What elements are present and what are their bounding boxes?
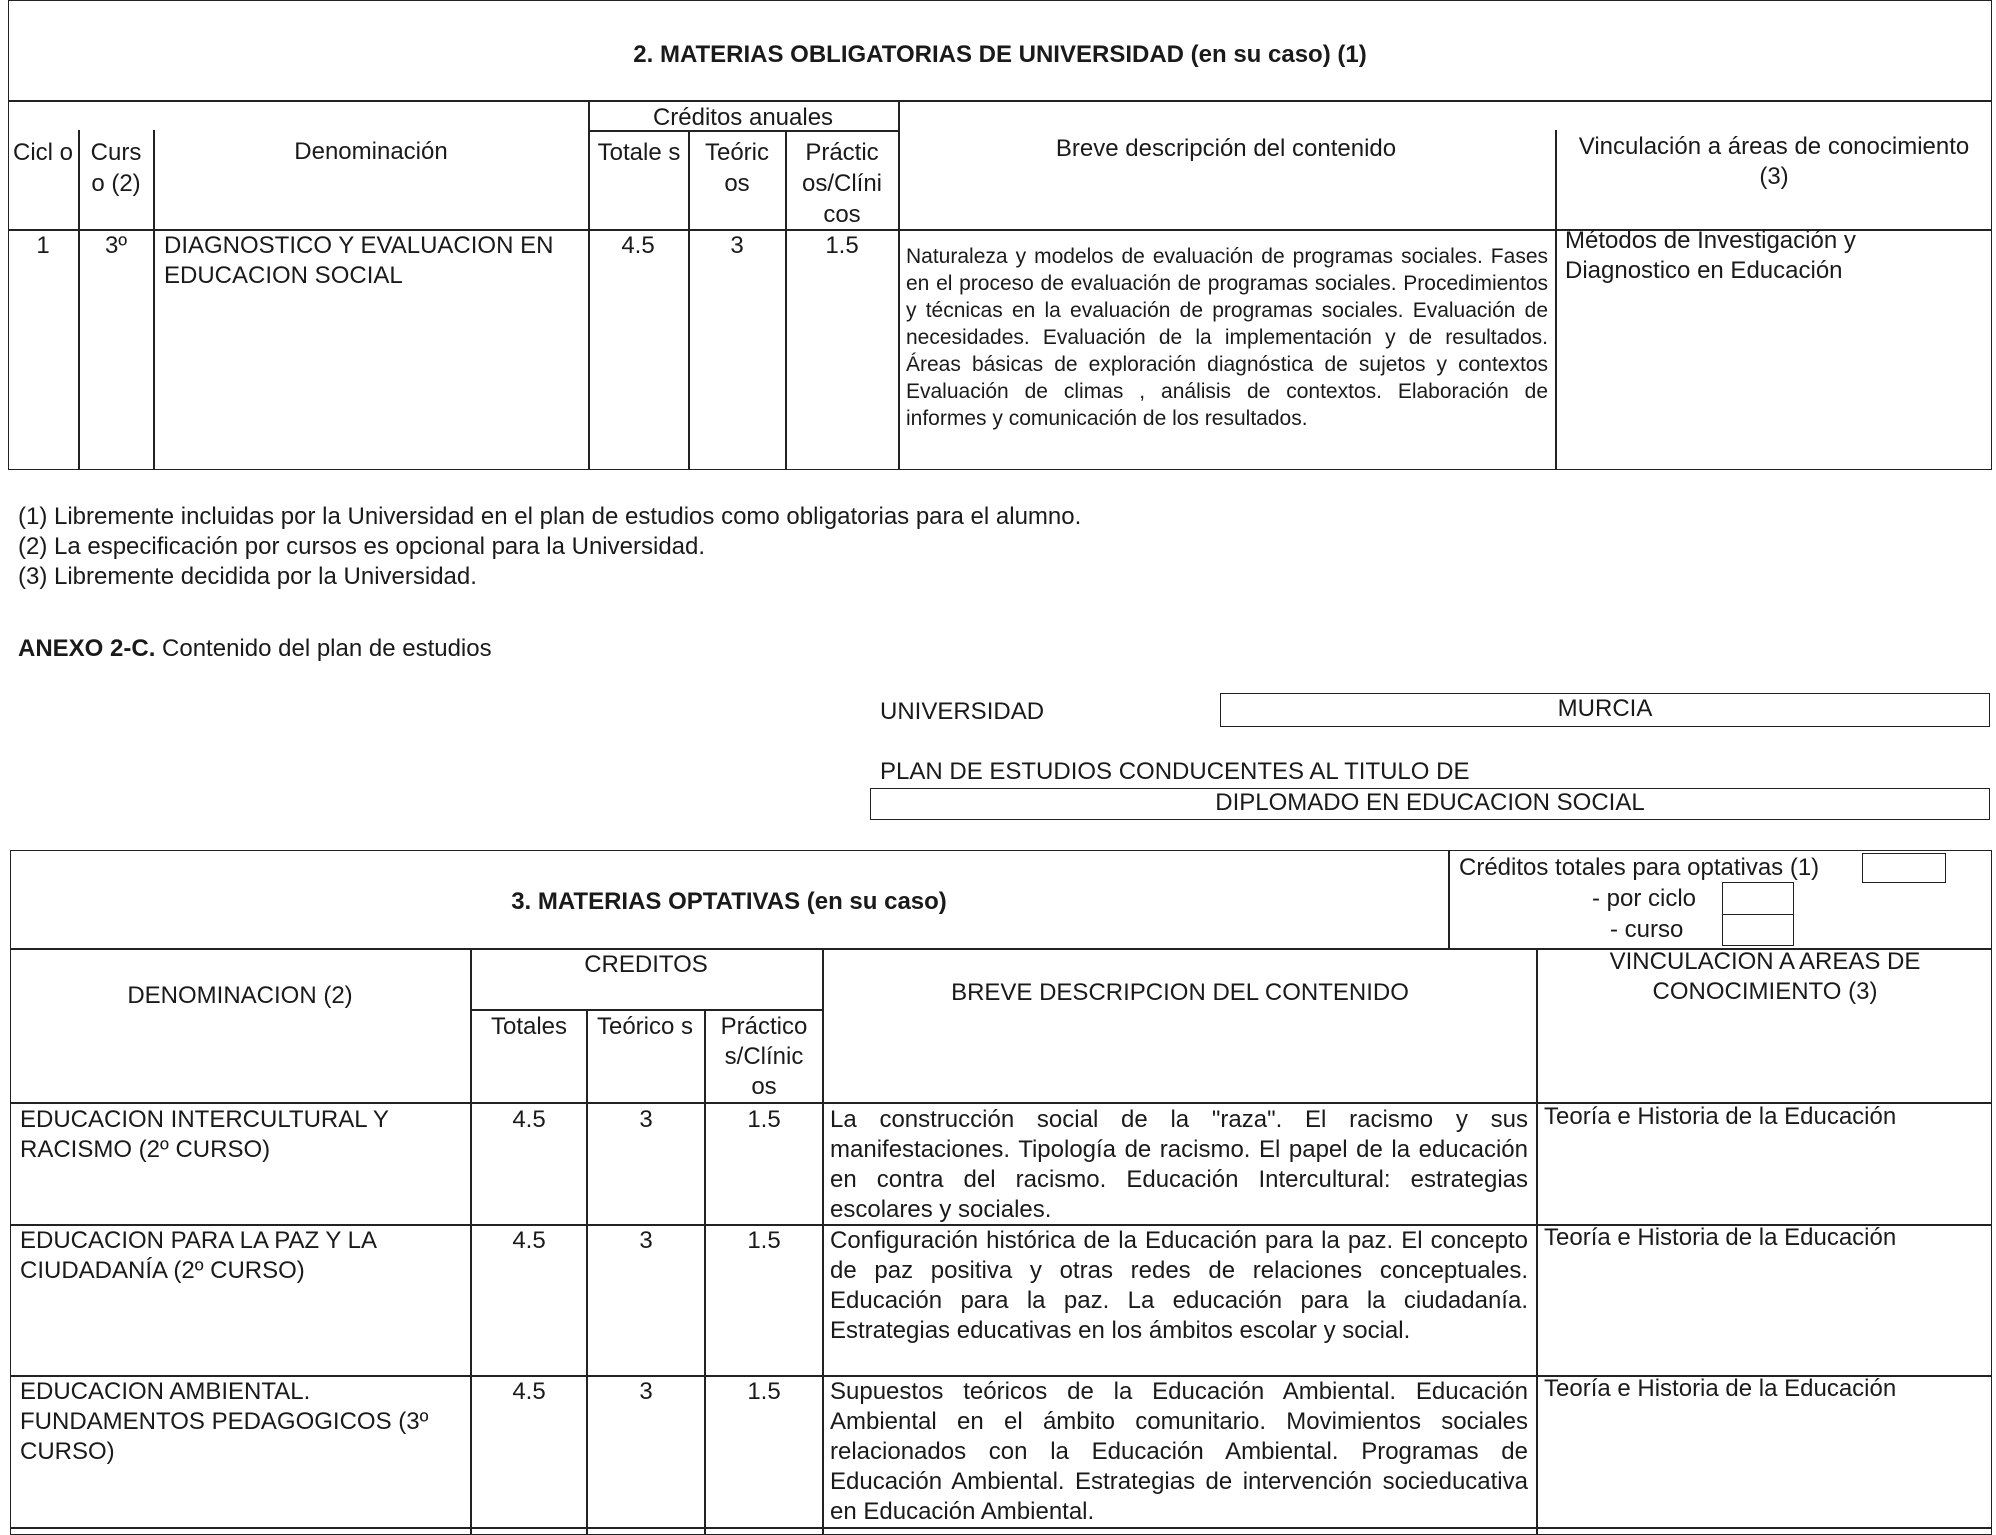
optativa-row-2-totales: 4.5 bbox=[512, 1227, 546, 1254]
por-ciclo-label: - por ciclo bbox=[1592, 885, 1697, 912]
optativa-row-2-practicos: 1.5 bbox=[747, 1227, 781, 1254]
note-3: (3) Libremente decidida por la Universidad. bbox=[18, 563, 477, 590]
optativa-row-3-vinculacion: Teoría e Historia de la Educación bbox=[1544, 1375, 1897, 1402]
optativa-row-2-descripcion: Configuración histórica de la Educación para la paz. El concepto de paz positiva y otras redes de relaciones conceptuales. Educación para la paz. La educación para la ciudadanía. Estrategias educativas en los ámbitos escolar y social. bbox=[830, 1227, 1528, 1344]
section2-title: 2. MATERIAS OBLIGATORIAS DE UNIVERSIDAD (en su caso) (1) bbox=[633, 41, 1367, 68]
creditos-totales-label: Créditos totales para optativas (1) bbox=[1459, 854, 1820, 881]
header-descripcion: Breve descripción del contenido bbox=[1055, 135, 1397, 162]
row-denominacion: DIAGNOSTICO Y EVALUACION EN EDUCACION SOCIAL bbox=[164, 232, 554, 289]
optativa-row-1-totales: 4.5 bbox=[512, 1106, 546, 1133]
row-descripcion: Naturaleza y modelos de evaluación de programas sociales. Fases en el proceso de evaluación de programas sociales. Procedimientos y técnicas en la evaluación de programas sociales. Evaluación de necesidades. Evaluación de la implementación y de resultados. Áreas básicas de exploración diagnóstica de sujetos y contextos Evaluación de climas , análisis de contextos. Elaboración de informes y comunicación de los resultados. bbox=[906, 245, 1548, 430]
note-1: (1) Libremente incluidas por la Universidad en el plan de estudios como obligatorias para el alumno. bbox=[18, 503, 1082, 530]
header3-descripcion: BREVE DESCRIPCION DEL CONTENIDO bbox=[951, 979, 1409, 1006]
plan-label: PLAN DE ESTUDIOS CONDUCENTES AL TITULO DE bbox=[880, 758, 1470, 785]
header-vinculacion: Vinculación a áreas de conocimiento (3) bbox=[1578, 133, 1970, 190]
optativa-row-3-practicos: 1.5 bbox=[747, 1378, 781, 1405]
anexo-label: ANEXO 2-C. bbox=[18, 635, 156, 662]
optativa-row-3-totales: 4.5 bbox=[512, 1378, 546, 1405]
header3-teoricos: Teórico s bbox=[596, 1013, 694, 1040]
header-practicos: Práctic os/Clíni cos bbox=[801, 139, 883, 228]
universidad-value: MURCIA bbox=[1557, 695, 1653, 722]
universidad-label: UNIVERSIDAD bbox=[880, 698, 1045, 725]
curso-box bbox=[1722, 914, 1794, 946]
header3-totales: Totales bbox=[490, 1013, 568, 1040]
creditos-totales-box bbox=[1862, 853, 1946, 883]
header3-practicos: Práctico s/Clínic os bbox=[720, 1013, 808, 1100]
header-totales: Totale s bbox=[597, 139, 681, 166]
header-teoricos: Teóric os bbox=[704, 139, 770, 197]
por-ciclo-box bbox=[1722, 882, 1794, 915]
optativa-row-2-vinculacion: Teoría e Historia de la Educación bbox=[1544, 1224, 1897, 1251]
section3-title: 3. MATERIAS OPTATIVAS (en su caso) bbox=[511, 888, 947, 915]
row-ciclo: 1 bbox=[36, 232, 50, 259]
row-vinculacion: Métodos de Investigación y Diagnostico en Educación bbox=[1565, 227, 1856, 284]
row-totales: 4.5 bbox=[621, 232, 655, 259]
anexo-text: Contenido del plan de estudios bbox=[162, 635, 492, 662]
row-curso: 3º bbox=[104, 232, 128, 259]
row-practicos: 1.5 bbox=[825, 232, 859, 259]
optativa-row-2-denominacion: EDUCACION PARA LA PAZ Y LA CIUDADANÍA (2º CURSO) bbox=[20, 1227, 376, 1284]
note-2: (2) La especificación por cursos es opcional para la Universidad. bbox=[18, 533, 706, 560]
header3-vinculacion: VINCULACION A AREAS DE CONOCIMIENTO (3) bbox=[1609, 948, 1921, 1005]
optativa-row-3-teoricos: 3 bbox=[639, 1378, 653, 1405]
optativa-row-1-vinculacion: Teoría e Historia de la Educación bbox=[1544, 1103, 1897, 1130]
optativa-row-1-descripcion: La construcción social de la "raza". El racismo y sus manifestaciones. Tipología de racismo. El papel de la educación en contra del racismo. Educación Intercultural: estrategias escolares y sociales. bbox=[830, 1106, 1528, 1223]
optativa-row-3-descripcion: Supuestos teóricos de la Educación Ambiental. Educación Ambiental en el ámbito comunitario. Movimientos sociales relacionados con la Educación Ambiental. Programas de Educación Ambiental. Estrategias de intervención socieducativa en Educación Ambiental. bbox=[830, 1378, 1528, 1525]
optativa-row-1-practicos: 1.5 bbox=[747, 1106, 781, 1133]
header3-creditos: CREDITOS bbox=[584, 951, 708, 978]
anexo-heading bbox=[18, 634, 492, 664]
optativa-row-1-teoricos: 3 bbox=[639, 1106, 653, 1133]
optativa-row-3-denominacion: EDUCACION AMBIENTAL. FUNDAMENTOS PEDAGOGICOS (3º CURSO) bbox=[20, 1378, 429, 1465]
optativa-row-1-denominacion: EDUCACION INTERCULTURAL Y RACISMO (2º CURSO) bbox=[20, 1106, 389, 1163]
header-ciclo: Cicl o bbox=[12, 139, 73, 166]
header-curso: Curs o (2) bbox=[90, 139, 142, 197]
header3-denominacion: DENOMINACION (2) bbox=[127, 982, 353, 1009]
plan-value: DIPLOMADO EN EDUCACION SOCIAL bbox=[1215, 789, 1645, 816]
curso-label: - curso bbox=[1610, 916, 1684, 943]
header-denominacion: Denominación bbox=[294, 138, 448, 165]
creditos-anuales-header: Créditos anuales bbox=[652, 104, 834, 131]
row-teoricos: 3 bbox=[730, 232, 744, 259]
optativa-row-2-teoricos: 3 bbox=[639, 1227, 653, 1254]
